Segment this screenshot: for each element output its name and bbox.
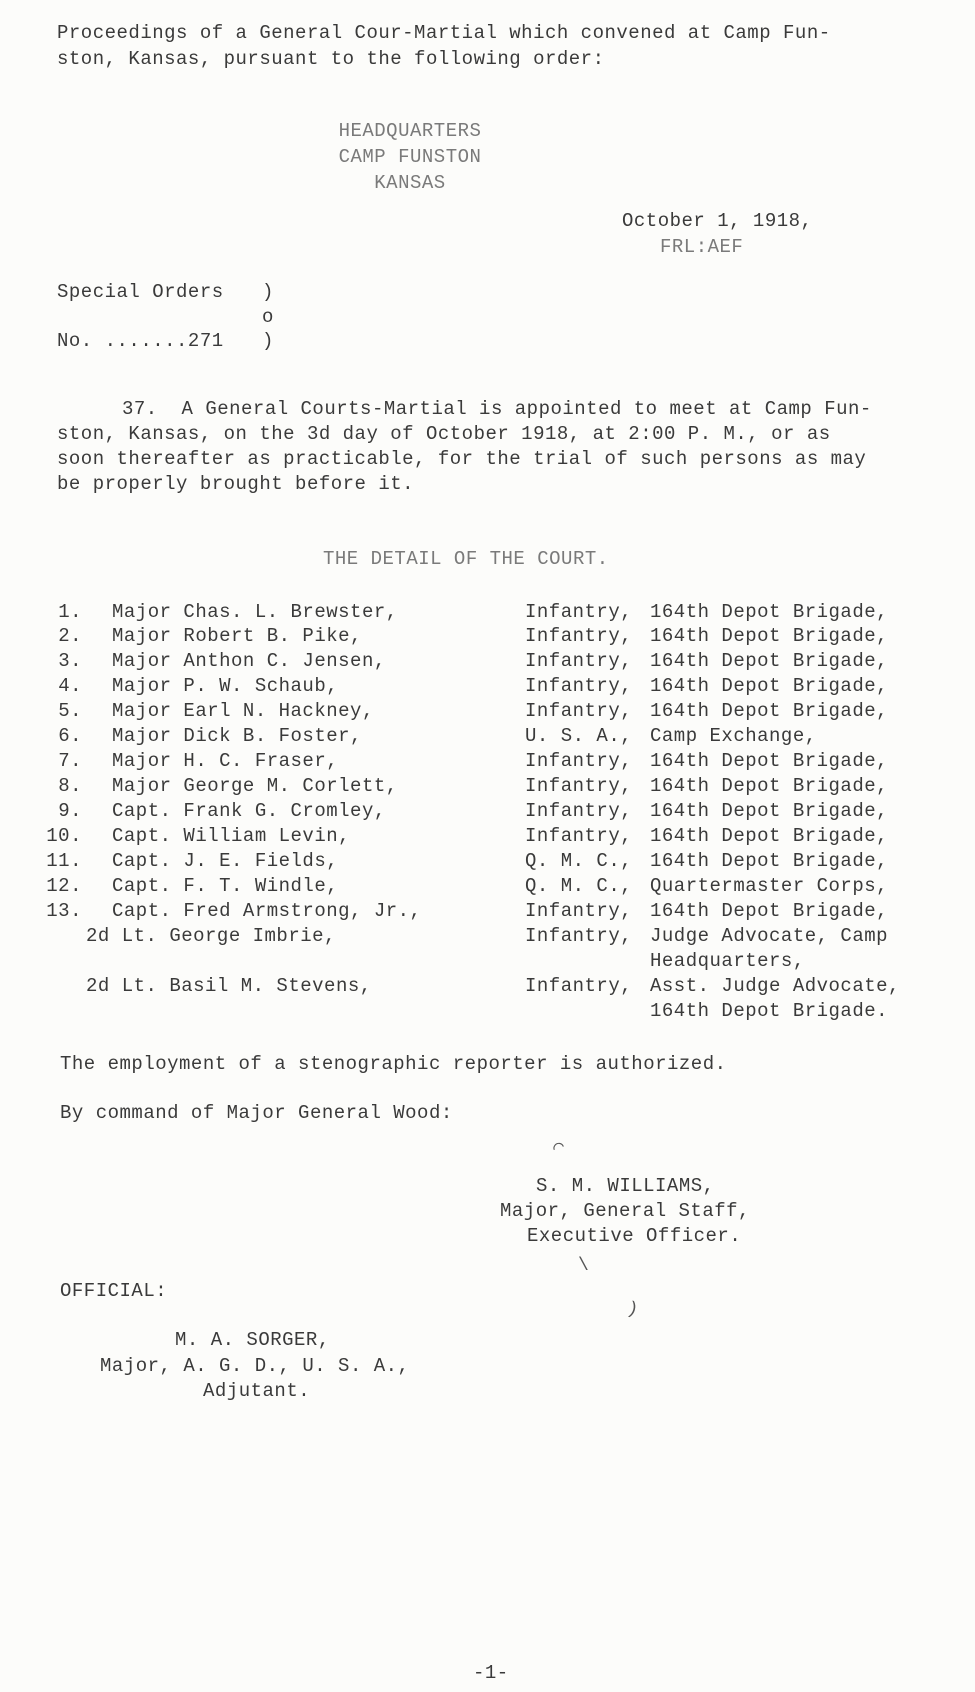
member-name: Capt. William Levin, bbox=[112, 825, 351, 847]
member-number: 9. bbox=[58, 800, 82, 822]
ink-mark: ) bbox=[624, 1298, 641, 1322]
advocate-row bbox=[0, 975, 975, 1001]
paragraph-line-1: 37. A General Courts-Martial is appointed to meet at Camp Fun- bbox=[122, 398, 872, 420]
member-name: Major Earl N. Hackney, bbox=[112, 700, 374, 722]
page-number: -1- bbox=[473, 1662, 509, 1684]
advocate-unit-line-1: Judge Advocate, Camp bbox=[650, 925, 889, 947]
member-unit: 164th Depot Brigade, bbox=[650, 625, 889, 647]
official-name: M. A. SORGER, bbox=[175, 1329, 330, 1351]
member-unit: 164th Depot Brigade, bbox=[650, 750, 889, 772]
court-member-row bbox=[0, 601, 975, 627]
official-title: Adjutant. bbox=[203, 1380, 311, 1402]
member-name: Major P. W. Schaub, bbox=[112, 675, 339, 697]
member-number: 2. bbox=[58, 625, 82, 647]
detail-heading: THE DETAIL OF THE COURT. bbox=[323, 548, 609, 570]
signature-mark: ⌒ bbox=[550, 1136, 568, 1160]
official-rank: Major, A. G. D., U. S. A., bbox=[100, 1355, 410, 1377]
member-unit: Quartermaster Corps, bbox=[650, 875, 889, 897]
member-number: 12. bbox=[46, 875, 82, 897]
member-unit: 164th Depot Brigade, bbox=[650, 850, 889, 872]
bracket-top: ) bbox=[262, 281, 274, 303]
member-branch: Infantry, bbox=[525, 650, 633, 672]
paragraph-line-2: ston, Kansas, on the 3d day of October 1918, at 2:00 P. M., or as bbox=[57, 423, 831, 445]
member-branch: Infantry, bbox=[525, 700, 633, 722]
court-member-row bbox=[0, 775, 975, 801]
paragraph-line-4: be properly brought before it. bbox=[57, 473, 415, 495]
advocate-row bbox=[0, 925, 975, 951]
member-number: 4. bbox=[58, 675, 82, 697]
member-branch: Infantry, bbox=[525, 800, 633, 822]
advocate-name: 2d Lt. Basil M. Stevens, bbox=[86, 975, 372, 997]
bracket-mid: o bbox=[262, 306, 274, 328]
member-unit: 164th Depot Brigade, bbox=[650, 650, 889, 672]
member-name: Major Dick B. Foster, bbox=[112, 725, 362, 747]
signatory-rank: Major, General Staff, bbox=[500, 1200, 750, 1222]
court-member-row bbox=[0, 700, 975, 726]
advocate-branch: Infantry, bbox=[525, 925, 633, 947]
intro-line-2: ston, Kansas, pursuant to the following order: bbox=[57, 48, 605, 70]
member-number: 11. bbox=[46, 850, 82, 872]
member-number: 3. bbox=[58, 650, 82, 672]
member-name: Major Chas. L. Brewster, bbox=[112, 601, 398, 623]
court-member-row bbox=[0, 675, 975, 701]
advocate-row-continued bbox=[0, 1000, 975, 1026]
special-orders-label: Special Orders bbox=[57, 281, 224, 303]
member-number: 6. bbox=[58, 725, 82, 747]
letterhead-line-3: KANSAS bbox=[374, 172, 446, 194]
official-label: OFFICIAL: bbox=[60, 1280, 168, 1302]
bracket-bottom: ) bbox=[262, 330, 274, 352]
member-name: Major Anthon C. Jensen, bbox=[112, 650, 386, 672]
order-date: October 1, 1918, bbox=[622, 210, 813, 232]
member-branch: Q. M. C., bbox=[525, 850, 633, 872]
member-unit: 164th Depot Brigade, bbox=[650, 601, 889, 623]
member-branch: Infantry, bbox=[525, 675, 633, 697]
court-member-row bbox=[0, 725, 975, 751]
advocate-row-continued bbox=[0, 950, 975, 976]
signatory-name: S. M. WILLIAMS, bbox=[536, 1175, 715, 1197]
order-reference: FRL:AEF bbox=[660, 236, 744, 258]
member-unit: 164th Depot Brigade, bbox=[650, 825, 889, 847]
order-number: No. .......271 bbox=[57, 330, 224, 352]
court-member-row bbox=[0, 875, 975, 901]
advocate-name: 2d Lt. George Imbrie, bbox=[86, 925, 336, 947]
member-unit: 164th Depot Brigade, bbox=[650, 775, 889, 797]
member-number: 13. bbox=[46, 900, 82, 922]
member-number: 7. bbox=[58, 750, 82, 772]
member-branch: Infantry, bbox=[525, 900, 633, 922]
court-member-row bbox=[0, 650, 975, 676]
advocate-unit-line-2: Headquarters, bbox=[650, 950, 805, 972]
member-branch: Infantry, bbox=[525, 601, 633, 623]
letterhead-line-1: HEADQUARTERS bbox=[338, 120, 482, 142]
authorization-line: The employment of a stenographic reporter is authorized. bbox=[60, 1053, 727, 1075]
member-branch: Infantry, bbox=[525, 825, 633, 847]
paragraph-line-3: soon thereafter as practicable, for the trial of such persons as may bbox=[57, 448, 867, 470]
court-member-row bbox=[0, 800, 975, 826]
court-member-row bbox=[0, 625, 975, 651]
member-branch: Infantry, bbox=[525, 625, 633, 647]
member-unit: Camp Exchange, bbox=[650, 725, 817, 747]
member-name: Major H. C. Fraser, bbox=[112, 750, 339, 772]
court-member-row bbox=[0, 750, 975, 776]
member-name: Capt. F. T. Windle, bbox=[112, 875, 339, 897]
court-member-row bbox=[0, 900, 975, 926]
advocate-unit-line-1: Asst. Judge Advocate, bbox=[650, 975, 900, 997]
member-unit: 164th Depot Brigade, bbox=[650, 675, 889, 697]
member-branch: U. S. A., bbox=[525, 725, 633, 747]
letterhead-line-2: CAMP FUNSTON bbox=[338, 146, 482, 168]
court-member-row bbox=[0, 850, 975, 876]
member-branch: Infantry, bbox=[525, 775, 633, 797]
member-number: 8. bbox=[58, 775, 82, 797]
member-number: 10. bbox=[46, 825, 82, 847]
court-member-row bbox=[0, 825, 975, 851]
member-branch: Infantry, bbox=[525, 750, 633, 772]
member-name: Capt. Fred Armstrong, Jr., bbox=[112, 900, 422, 922]
member-name: Capt. Frank G. Cromley, bbox=[112, 800, 386, 822]
advocate-unit-line-2: 164th Depot Brigade. bbox=[650, 1000, 889, 1022]
command-line: By command of Major General Wood: bbox=[60, 1102, 453, 1124]
member-number: 1. bbox=[58, 601, 82, 623]
signatory-title: Executive Officer. bbox=[527, 1225, 742, 1247]
letterhead bbox=[280, 118, 540, 196]
member-name: Capt. J. E. Fields, bbox=[112, 850, 339, 872]
member-unit: 164th Depot Brigade, bbox=[650, 900, 889, 922]
intro-line-1: Proceedings of a General Cour-Martial which convened at Camp Fun- bbox=[57, 22, 831, 44]
member-name: Major Robert B. Pike, bbox=[112, 625, 362, 647]
member-unit: 164th Depot Brigade, bbox=[650, 800, 889, 822]
advocate-branch: Infantry, bbox=[525, 975, 633, 997]
ink-mark: \ bbox=[578, 1256, 590, 1276]
member-unit: 164th Depot Brigade, bbox=[650, 700, 889, 722]
member-branch: Q. M. C., bbox=[525, 875, 633, 897]
member-number: 5. bbox=[58, 700, 82, 722]
member-name: Major George M. Corlett, bbox=[112, 775, 398, 797]
